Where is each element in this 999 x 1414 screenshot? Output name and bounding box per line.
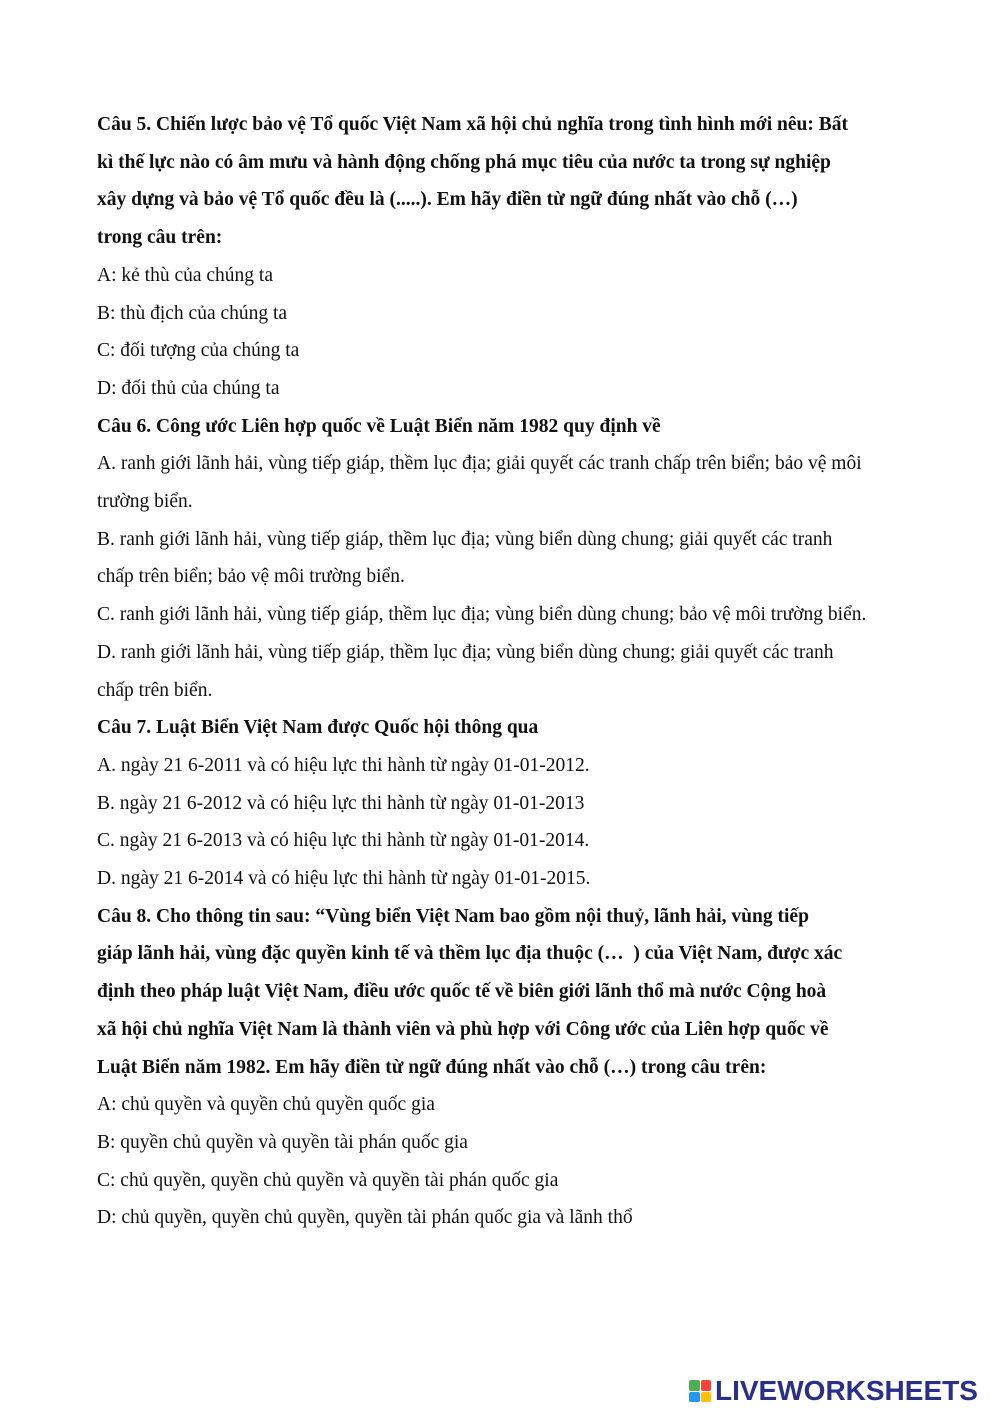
q8-line-4: xã hội chủ nghĩa Việt Nam là thành viên và phù hợp với Công ước của Liên hợp quốc về: [97, 1018, 829, 1040]
liveworksheets-logo-icon: [689, 1380, 711, 1402]
q7-option-d: D. ngày 21 6-2014 và có hiệu lực thi hành từ ngày 01-01-2015.: [97, 868, 591, 890]
q7-option-b: B. ngày 21 6-2012 và có hiệu lực thi hành từ ngày 01-01-2013: [97, 792, 585, 814]
logo-square-4: [701, 1392, 712, 1403]
logo-text: LIVEWORKSHEETS: [715, 1375, 978, 1406]
q6-question: Câu 6. Công ước Liên hợp quốc về Luật Biển năm 1982 quy định về: [97, 415, 661, 437]
q8-line-1: Câu 8. Cho thông tin sau: “Vùng biển Việt Nam bao gồm nội thuỷ, lãnh hải, vùng tiếp: [97, 905, 809, 927]
q8-option-a: A: chủ quyền và quyền chủ quyền quốc gia: [97, 1094, 435, 1116]
q8-line-2: giáp lãnh hải, vùng đặc quyền kinh tế và thềm lục địa thuộc (… ) của Việt Nam, được xác: [97, 943, 843, 965]
q5-line-3: xây dựng và bảo vệ Tổ quốc đều là (.....). Em hãy điền từ ngữ đúng nhất vào chỗ (…): [97, 189, 798, 211]
q6-option-d-line-2: chấp trên biển.: [97, 679, 213, 701]
q6-option-b-line-1: B. ranh giới lãnh hải, vùng tiếp giáp, thềm lục địa; vùng biển dùng chung; giải quyết các tranh: [97, 528, 833, 550]
q8-option-c: C: chủ quyền, quyền chủ quyền và quyền tài phán quốc gia: [97, 1169, 559, 1191]
logo-square-1: [689, 1380, 700, 1391]
q7-question: Câu 7. Luật Biển Việt Nam được Quốc hội thông qua: [97, 717, 539, 739]
liveworksheets-logo: [689, 1376, 978, 1406]
q8-line-3: định theo pháp luật Việt Nam, điều ước quốc tế về biên giới lãnh thổ mà nước Cộng hoà: [97, 981, 827, 1003]
q5-option-c: C: đối tượng của chúng ta: [97, 340, 300, 362]
q6-option-d-line-1: D. ranh giới lãnh hải, vùng tiếp giáp, thềm lục địa; vùng biển dùng chung; giải quyết các tranh: [97, 641, 834, 663]
q6-option-c: C. ranh giới lãnh hải, vùng tiếp giáp, thềm lục địa; vùng biển dùng chung; bảo vệ môi trường biển.: [97, 604, 867, 626]
q5-option-d: D: đối thủ của chúng ta: [97, 377, 280, 399]
q8-line-5: Luật Biển năm 1982. Em hãy điền từ ngữ đúng nhất vào chỗ (…) trong câu trên:: [97, 1056, 767, 1078]
q6-option-a-line-2: trường biển.: [97, 491, 193, 513]
q5-option-a: A: kẻ thù của chúng ta: [97, 264, 273, 286]
q8-option-b: B: quyền chủ quyền và quyền tài phán quốc gia: [97, 1131, 468, 1153]
q5-line-1: Câu 5. Chiến lược bảo vệ Tổ quốc Việt Nam xã hội chủ nghĩa trong tình hình mới nêu: Bất: [97, 114, 848, 135]
q7-option-a: A. ngày 21 6-2011 và có hiệu lực thi hành từ ngày 01-01-2012.: [97, 754, 590, 776]
logo-square-3: [689, 1392, 700, 1403]
q6-option-b-line-2: chấp trên biển; bảo vệ môi trường biển.: [97, 566, 405, 588]
q8-option-d: D: chủ quyền, quyền chủ quyền, quyền tài phán quốc gia và lãnh thổ: [97, 1207, 633, 1229]
q6-option-a-line-1: A. ranh giới lãnh hải, vùng tiếp giáp, thềm lục địa; giải quyết các tranh chấp trên biển; bảo vệ môi: [97, 453, 862, 475]
q7-option-c: C. ngày 21 6-2013 và có hiệu lực thi hành từ ngày 01-01-2014.: [97, 830, 590, 852]
worksheet-page: [97, 106, 947, 1237]
q5-line-2: kì thế lực nào có âm mưu và hành động chống phá mục tiêu của nước ta trong sự nghiệp: [97, 151, 831, 173]
logo-square-2: [701, 1380, 712, 1391]
q5-line-4: trong câu trên:: [97, 227, 223, 249]
q5-option-b: B: thù địch của chúng ta: [97, 302, 288, 324]
